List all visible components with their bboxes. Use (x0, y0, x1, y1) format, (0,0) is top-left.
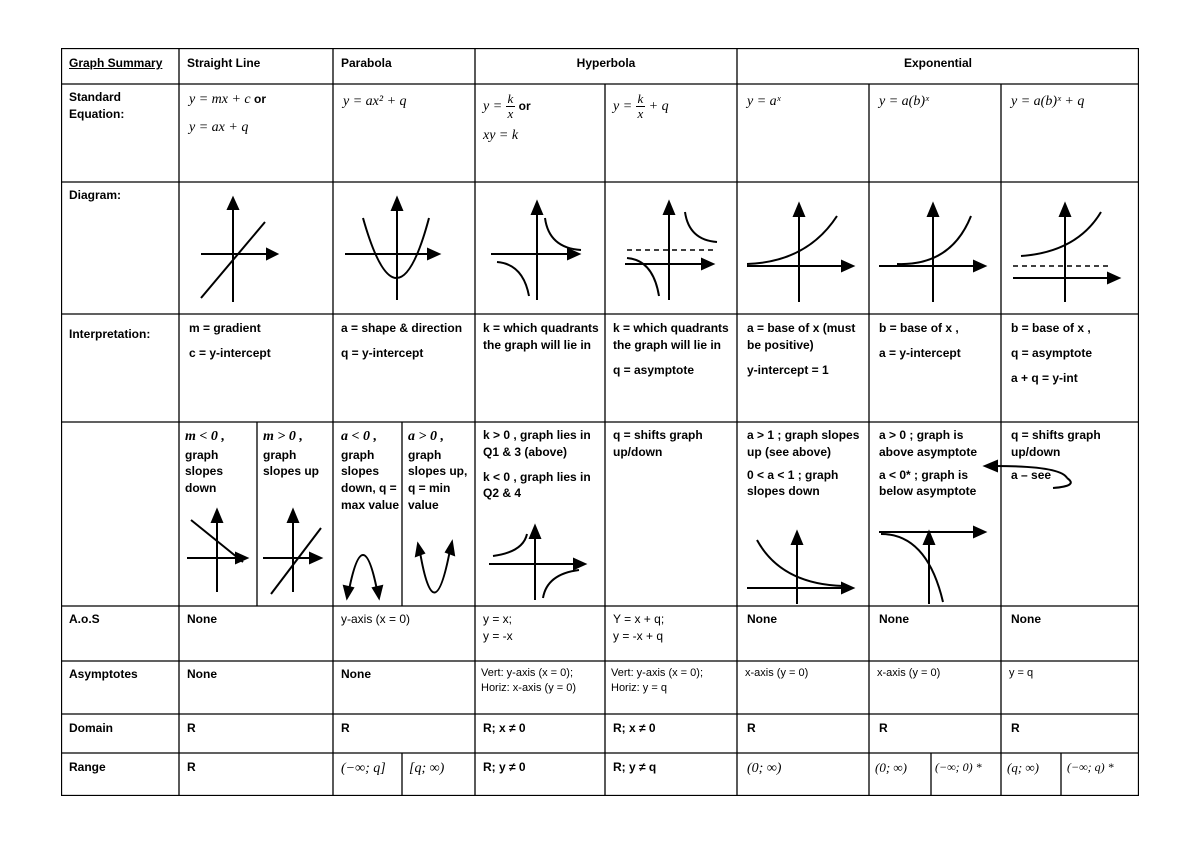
range-par-a: (−∞; q] (341, 761, 386, 776)
interp-line-c: c = y-intercept (189, 345, 271, 360)
range-exp3-a: (q; ∞) (1007, 760, 1040, 775)
header-graph-summary: Graph Summary (69, 56, 163, 70)
asym-hyp1-b: Horiz: x-axis (y = 0) (481, 682, 577, 695)
asym-hyp2 (611, 666, 703, 697)
eq-hyp1-alt: xy = k (483, 127, 519, 143)
detail-exp1-gt: a > 1 ; graph slopes up (see above) (747, 428, 860, 459)
eq-hyp2-num: k (637, 91, 644, 106)
interp-hyp2-q: q = asymptote (613, 362, 695, 377)
aos-hyp1 (483, 611, 513, 645)
interp-line (189, 320, 329, 362)
aos-line: None (187, 612, 217, 626)
detail-par-neg-text: graph slopes down, q = max value (341, 447, 400, 512)
diagram-parabola-negative (333, 538, 402, 604)
eq-line-1: y = mx + c (189, 92, 251, 107)
domain-exp1: R (747, 721, 756, 735)
aos-exp1: None (747, 612, 777, 626)
detail-exp3-q: q = shifts graph up/down (1011, 428, 1101, 459)
interp-parabola (341, 320, 467, 362)
detail-exp1 (747, 427, 865, 500)
detail-par-pos (408, 427, 472, 514)
diagram-exponential-decay (737, 522, 869, 606)
label-standard-equation: Standard Equation: (69, 90, 125, 121)
interp-hyp2 (613, 320, 731, 378)
domain-parabola: R (341, 721, 350, 735)
aos-hyp1-b: y = -x (483, 628, 513, 643)
asym-parabola: None (341, 667, 371, 681)
range-exp3-b: (−∞; q) * (1067, 760, 1114, 774)
interp-par-a: a = shape & direction (341, 321, 463, 335)
asym-exp1: x-axis (y = 0) (745, 667, 809, 679)
asym-line: None (187, 667, 217, 681)
diagram-exponential-1 (737, 182, 869, 314)
eq-parabola: y = ax² + q (343, 94, 407, 109)
header-hyperbola: Hyperbola (576, 56, 636, 70)
detail-exp1-lt: 0 < a < 1 ; graph slopes down (747, 467, 839, 499)
aos-hyp2 (613, 611, 664, 645)
diagram-exponential-negative (869, 522, 1001, 606)
interp-hyp1-k: k = which quadrants the graph will lie in (483, 321, 599, 352)
range-line: R (187, 760, 196, 774)
label-aos: A.o.S (69, 612, 100, 626)
interp-hyp2-k: k = which quadrants the graph will lie in (613, 321, 729, 352)
interp-exp1-y: y-intercept = 1 (747, 362, 829, 377)
header-parabola: Parabola (341, 56, 392, 70)
eq-hyp2-tail: + q (648, 98, 669, 114)
asym-exp3: y = q (1009, 667, 1034, 679)
eq-hyperbola-1 (483, 92, 531, 145)
label-asymptotes: Asymptotes (69, 667, 138, 681)
domain-exp2: R (879, 721, 888, 735)
eq-hyp2-fraction (636, 92, 646, 122)
aos-exp3: None (1011, 612, 1041, 626)
interp-exp1-a: a = base of x (must be positive) (747, 321, 856, 352)
asym-hyp1-a: Vert: y-axis (x = 0); (481, 667, 573, 679)
eq-hyp2-den: x (637, 106, 644, 122)
detail-hyp2-q: q = shifts graph up/down (613, 428, 703, 459)
detail-hyp1 (483, 427, 601, 502)
aos-exp2: None (879, 612, 909, 626)
see-arrow (981, 456, 1081, 496)
eq-line-2: y = ax + q (189, 119, 249, 135)
detail-par-pos-cond: a > 0 , (408, 429, 444, 444)
aos-hyp2-a: Y = x + q; (613, 612, 665, 626)
detail-line-neg-text: graph slopes down (185, 447, 224, 496)
eq-hyperbola-2 (613, 92, 669, 122)
graph-summary-table (61, 48, 1139, 796)
eq-hyp1-num: k (507, 91, 514, 106)
diagram-parabola (333, 182, 475, 314)
aos-hyp1-a: y = x; (483, 612, 513, 626)
domain-hyp1: R; x ≠ 0 (483, 721, 526, 735)
detail-line-pos (263, 427, 331, 480)
interp-exp2-a: a = y-intercept (879, 345, 961, 360)
interp-exp1 (747, 320, 865, 378)
detail-line-pos-text: graph slopes up (263, 447, 320, 479)
diagram-straight-line (179, 182, 333, 314)
detail-hyp1-neg: k < 0 , graph lies in Q2 & 4 (483, 469, 591, 501)
domain-hyp2: R; x ≠ 0 (613, 721, 656, 735)
aos-hyp2-b: y = -x + q (613, 628, 664, 643)
eq-hyp1-den: x (507, 106, 514, 122)
range-exp2-a: (0; ∞) (875, 760, 908, 775)
diagram-hyperbola-2 (605, 182, 737, 314)
interp-exp2 (879, 320, 997, 362)
range-par-b: [q; ∞) (409, 761, 445, 776)
domain-line: R (187, 721, 196, 735)
eq-hyp2-y: y = (613, 98, 633, 114)
detail-par-neg-cond: a < 0 , (341, 429, 377, 444)
detail-exp2-neg: a < 0* ; graph is below asymptote (879, 467, 977, 499)
label-range: Range (69, 760, 106, 774)
eq-hyp1-y: y = (483, 98, 503, 114)
detail-line-neg (185, 427, 255, 497)
interp-line-m: m = gradient (189, 321, 261, 335)
asym-exp2: x-axis (y = 0) (877, 667, 941, 679)
label-domain: Domain (69, 721, 114, 735)
range-hyp2: R; y ≠ q (613, 760, 657, 774)
asym-hyp1 (481, 666, 576, 697)
diagram-line-positive (257, 502, 333, 602)
diagram-exponential-3 (1001, 182, 1139, 314)
asym-hyp2-a: Vert: y-axis (x = 0); (611, 667, 703, 679)
header-straight-line: Straight Line (187, 56, 261, 70)
detail-line-pos-cond: m > 0 , (263, 429, 303, 444)
header-exponential: Exponential (903, 56, 972, 70)
aos-parabola: y-axis (x = 0) (341, 612, 411, 626)
range-hyp1: R; y ≠ 0 (483, 760, 526, 774)
eq-exp-2: y = a(b)ˣ (879, 94, 929, 109)
diagram-line-negative (179, 502, 257, 602)
detail-par-pos-text: graph slopes up, q = min value (408, 447, 468, 512)
range-exp1: (0; ∞) (747, 761, 782, 776)
interp-exp2-b: b = base of x , (879, 321, 959, 335)
eq-exp-1: y = aˣ (747, 94, 781, 109)
detail-exp3-see: a – see (1011, 467, 1052, 482)
table-grid (61, 48, 1139, 796)
diagram-parabola-positive (402, 538, 475, 604)
label-diagram: Diagram: (69, 188, 122, 202)
detail-par-neg (341, 427, 401, 514)
interp-exp3 (1011, 320, 1135, 386)
eq-straight-line (189, 90, 266, 137)
detail-exp2-pos: a > 0 ; graph is above asymptote (879, 428, 978, 459)
eq-line-or: or (254, 92, 266, 106)
detail-hyp1-pos: k > 0 , graph lies in Q1 & 3 (above) (483, 428, 591, 459)
label-interpretation: Interpretation: (69, 327, 151, 341)
asym-hyp2-b: Horiz: y = q (611, 682, 667, 695)
interp-par-q: q = y-intercept (341, 345, 424, 360)
eq-hyp1-or: or (518, 98, 531, 113)
detail-line-neg-cond: m < 0 , (185, 429, 225, 444)
diagram-exponential-2 (869, 182, 1001, 314)
detail-exp2 (879, 427, 997, 500)
interp-exp3-b: b = base of x , (1011, 321, 1091, 335)
domain-exp3: R (1011, 721, 1020, 735)
eq-hyp1-fraction (506, 92, 516, 122)
range-exp2-b: (−∞; 0) * (935, 760, 982, 774)
eq-exp-3: y = a(b)ˣ + q (1011, 94, 1085, 109)
interp-exp3-q: q = asymptote (1011, 345, 1093, 360)
diagram-hyperbola-1 (475, 182, 605, 314)
interp-exp3-aq: a + q = y-int (1011, 370, 1078, 385)
diagram-hyperbola-negative (475, 518, 605, 604)
